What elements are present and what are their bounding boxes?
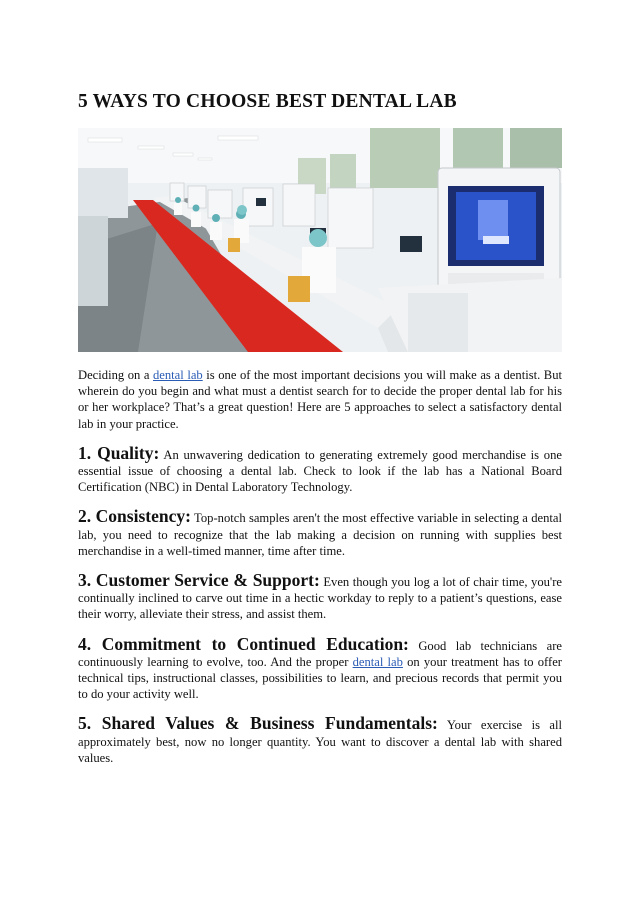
section-heading: 1. Quality: (78, 442, 160, 463)
intro-text-end: is one of the most important decisions you will make as a dentist. But wherein do you begin and what must a dentist search for to decide the proper dental lab for his or her workplace? That’s a great question! Here are 5 approaches to select a satisfactory dental lab in your practice. (78, 368, 562, 431)
section-body-start: Good lab technicians are continuously learning to evolve, too. And the proper (78, 638, 562, 669)
section-shared-values (78, 715, 562, 766)
intro-paragraph (78, 367, 562, 432)
section-heading: 4. Commitment to Continued Education: (78, 633, 409, 654)
dental-lab-photo (78, 128, 562, 352)
section-body: Top-notch samples aren't the most effective variable in selecting a dental lab, you need to recognize that the lab making a decision on running with supplies best merchandise in a well-timed manner, time after time. (78, 511, 562, 558)
section-heading: 3. Customer Service & Support: (78, 570, 320, 591)
article-body (78, 367, 562, 766)
dental-lab-link[interactable]: dental lab (352, 654, 403, 669)
intro-text-start: Deciding on a (78, 368, 153, 382)
section-continued-education (78, 633, 562, 703)
section-heading: 2. Consistency: (78, 506, 191, 527)
section-consistency (78, 508, 562, 559)
section-quality (78, 442, 562, 496)
dental-lab-link[interactable]: dental lab (153, 368, 203, 382)
section-body: Your exercise is all approximately best, now no longer quantity. You want to discover a dental lab with shared values. (78, 718, 563, 765)
section-heading: 5. Shared Values & Business Fundamentals: (78, 713, 438, 734)
dental-lab-photo-illustration (78, 128, 562, 352)
section-body: Even though you log a lot of chair time, you're continually inclined to carve out time in a hectic workday to reply to a patient’s questions, ease their worry, alleviate their stress, and assist them. (78, 575, 562, 622)
page-title: 5 WAYS TO CHOOSE BEST DENTAL LAB (78, 91, 457, 112)
section-body-end: on your treatment has to offer technical tips, instructional classes, possibilities to learn, and precious records that permit you to do your activity well. (78, 654, 562, 702)
section-customer-service (78, 572, 562, 623)
section-body: An unwavering dedication to generating extremely good merchandise is one essential issue of choosing a dental lab. Check to look if the lab has a National Board Certification (NBC) in Dental Laboratory Technology. (78, 447, 562, 495)
